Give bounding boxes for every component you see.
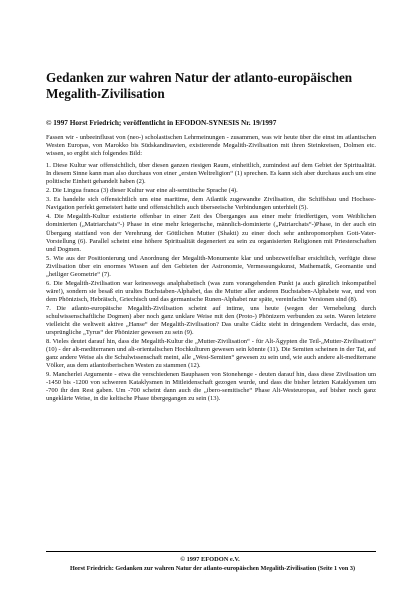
list-item-3: 3. Es handelte sich offensichtlich um eine maritime, dem Atlantik zugewandte Zivilisation, die Schiffsbau und Hochsee-Navigation perfekt gemeistert hatte und offensichtlich auch überseeische Verbindungen unterhielt (5). bbox=[46, 196, 376, 212]
list-item-2: 2. Die Lingua franca (3) dieser Kultur war eine alt-semitische Sprache (4). bbox=[46, 187, 238, 195]
footer-organization: © 1997 EFODON e.V. bbox=[180, 556, 240, 563]
list-item-5: 5. Wie aus der Positionierung und Anordnung der Megalith-Monumente klar und unbezweifelbar ersichtlich, verfügte diese Zivilisation über ein enormes Wissen auf den Gebieten der Astronomie, Vermessungskunst, Mathematik, Geomantie und „heiliger Geometrie“ (7). bbox=[46, 254, 376, 278]
list-item-8: 8. Vieles deutet darauf hin, dass die Megalith-Kultur die „Mutter-Zivilisation“ - für Alt-Ägypten die Teil-„Mutter-Zivilisation“ (10) - der alt-mediterranen und alt-orientalischen Hochkulturen gewesen sein könnte (11). Die Semiten scheinen in der Tat, auf ganz andere Weise als die Schulwissenschaft meint, alle „West-Semiten“ gewesen zu sein und, wie auch andere alt-mediterrane Völker, aus dem atlantoiberischen Westen zu stammen (12). bbox=[46, 338, 376, 370]
list-item-9: 9. Mancherlei Argumente - etwa die verschiedenen Bauphasen von Stonehenge - deuten darauf hin, dass diese Zivilisation um -1450 bis -1200 von schweren Kataklysmen in Mitleidenschaft gezogen wurde, und dass die bisher letzten Kataklysmen um -700 ihr den Rest gaben. Um -700 scheint dann auch die „ibero-semitische“ Phase Alt-Westeuropas, auf bisher noch ganz ungeklärte Weise, in die keltische Phase übergegangen zu sein (13). bbox=[46, 371, 376, 403]
document-title: Gedanken zur wahren Natur der atlanto-europäischen Megalith-Zivilisation bbox=[46, 70, 353, 101]
list-item-1: 1. Diese Kultur war offensichtlich, über diesen ganzen riesigen Raum, einheitlich, zumindest auf dem Gebiet der Spiritualität. In diesem Sinne kann man also durchaus von einer „ersten Weltreligion“ (1) sprechen. Es kann sich aber durchaus auch um eine politische Einheit gehandelt haben (2). bbox=[46, 162, 376, 186]
intro-paragraph: Fassen wir - unbeeinflusst von (neo-) scholastischen Lehrmeinungen - zusammen, was wir heute über die einst im atlantischen Westen Europas, von Marokko bis Südskandinavien, existierende Megalith-Zivilisation mit ihren Steinkreisen, Dolmen etc. wissen, so ergibt sich folgendes Bild: bbox=[46, 134, 376, 158]
list-item-4: 4. Die Megalith-Kultur existierte offenbar in einer Zeit des Überganges aus einer mehr friedfertigen, vom Weiblichen dominierten („Matriarchats“-) Phase in eine mehr kriegerische, männlich-dominierte („Patriarchats“-)Phase, in der auch ein Übergang stattfand von der Verehrung der Göttlichen Mutter (Shakti) zu einer doch sehr anthropomorphen Gott-Vater-Vorstellung (6). Parallel scheint eine höhere Spiritualität degeneriert zu sein zu organisierten Religionen mit Priesterschaften und Dogmen. bbox=[46, 213, 376, 253]
document-body bbox=[46, 134, 376, 405]
list-item-7: 7. Die atlanto-europäische Megalith-Zivilisation scheint auf intime, uns heute (wegen der Vernebelung durch schulwissenschaftliche Dogmen) aber noch ganz unklare Weise mit den (Proto-) Phönizern verbunden zu sein. Waren letztere vielleicht die weltweit aktive „Hanse“ der Megalith-Zivilisation? Das uralte Cádiz steht in dringendem Verdacht, das erste, ursprüngliche „Tyrus“ der Phönizier gewesen zu sein (9). bbox=[46, 304, 376, 337]
list-item-6: 6. Die Megalith-Zivilisation war keineswegs analphabetisch (was zum vorangehenden Punkt ja auch gänzlich inkompatibel wäre!), sondern sie besaß ein uraltes Buchstaben-Alphabet, das die Mutter aller anderen Buchstaben-Alphabete war, und von dem Phönizisch, Hebräisch, Griechisch und das germanische Runen-Alphabet nur späte, vereinfachte Versionen sind (8). bbox=[46, 279, 376, 303]
footer-divider bbox=[46, 551, 376, 552]
footer-citation: Horst Friedrich: Gedanken zur wahren Natur der atlanto-europäischen Megalith-Zivilisation (Seite 1 von 3) bbox=[69, 565, 356, 572]
copyright-line: © 1997 Horst Friedrich; veröffentlicht in EFODON-SYNESIS Nr. 19/1997 bbox=[46, 118, 277, 127]
